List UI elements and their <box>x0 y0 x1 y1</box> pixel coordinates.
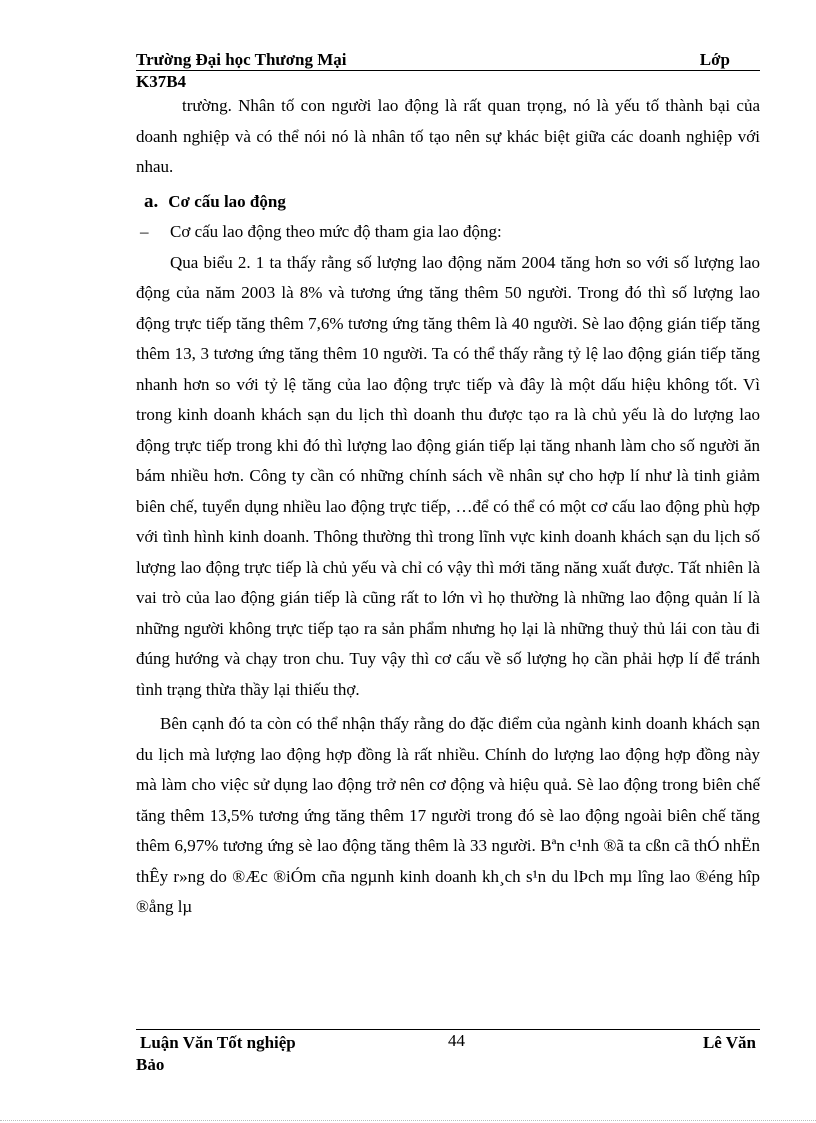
author-name-last: Bảo <box>136 1055 165 1074</box>
dash-list-item <box>136 217 760 248</box>
page-bottom-edge <box>0 1120 816 1121</box>
body-paragraph-1: Qua biểu 2. 1 ta thấy rằng số lượng lao động năm 2004 tăng hơn so với số lượng lao động của năm 2003 là 8% và tương ứng tăng thêm 50 người. Trong đó thì số lượng lao động trực tiếp tăng thêm 7,6% tương ứng tăng thêm là 40 người. Sè lao động gián tiếp tăng thêm 13, 3 tương ứng tăng thêm 10 người. Ta có thể thấy rằng tỷ lệ lao động gián tiếp tăng nhanh hơn so với tỷ lệ tăng của lao động trực tiếp và đây là một dấu hiệu không tốt. Vì trong kinh doanh khách sạn du lịch thì doanh thu được tạo ra là chủ yếu là do lượng lao động trực tiếp trong khi đó thì lượng lao động gián tiếp lại tăng nhanh làm cho số người ăn bám nhiều hơn. Công ty cần có những chính sách về nhân sự cho hợp lí như là tinh giảm biên chế, tuyển dụng nhiều lao động trực tiếp, …để có thể có một cơ cấu lao động phù hợp với tình hình kinh doanh. Thông thường thì trong lĩnh vực kinh doanh khách sạn du lịch số lượng lao động trực tiếp là chủ yếu và chỉ có vậy thì mới tăng năng xuất được. Tất nhiên là vai trò của lao động gián tiếp là cũng rất to lớn vì họ thường là những lao động quản lí là những người không trực tiếp tạo ra sản phẩm nhưng họ lại là những thuỷ thủ lái con tàu đi đúng hướng và chạy tron chu. Tuy vậy thì cơ cấu về số lượng họ cần phải hợp lí để tránh tình trạng thừa thầy lại thiếu thợ. <box>136 252 760 699</box>
heading-marker: a. <box>144 190 159 212</box>
class-code: K37B4 <box>136 72 187 91</box>
dash-bullet: – <box>140 222 149 241</box>
footer-divider <box>136 1029 760 1030</box>
author-name-first: Lê Văn <box>702 1033 756 1052</box>
thesis-label: Luận Văn Tốt nghiệp <box>140 1033 296 1052</box>
page-footer <box>136 1033 760 1083</box>
continued-paragraph: trường. Nhân tố con người lao động là rất quan trọng, nó là yếu tố thành bại của doanh nghiệp và có thể nói nó là nhân tố tạo nên sự khác biệt giữa các doanh nghiệp với nhau. <box>136 96 760 176</box>
class-label: Lớp <box>699 50 730 69</box>
header-divider <box>136 70 760 71</box>
page-number: 44 <box>448 1031 465 1050</box>
heading-text: Cơ cấu lao động <box>168 191 286 211</box>
body-paragraph-2: Bên cạnh đó ta còn có thể nhận thấy rằng do đặc điểm của ngành kinh doanh khách sạn du lịch mà lượng lao động hợp đồng là rất nhiều. Chính do lượng lao động hợp đồng này mà làm cho việc sử dụng lao động trở nên cơ động và hiệu quả. Sè lao động trong biên chế tăng thêm 13,5% tương ứng tăng thêm 17 người trong đó sè lao động ngoài biên chế tăng thêm 6,97% tương ứng sè lao động tăng thêm là 33 người. Bªn c¹nh ®ã ta cßn cã thÓ nhËn thÊy r»ng do ®Æc ®iÓm cña ngµnh kinh doanh kh¸ch s¹n du lÞch mµ lîng lao ®éng hîp ®ång lµ <box>136 714 760 916</box>
section-heading <box>136 187 760 218</box>
dash-item-text: Cơ cấu lao động theo mức độ tham gia lao động: <box>170 222 502 241</box>
document-body <box>136 91 760 923</box>
school-name: Trường Đại học Thương Mại <box>136 50 347 69</box>
